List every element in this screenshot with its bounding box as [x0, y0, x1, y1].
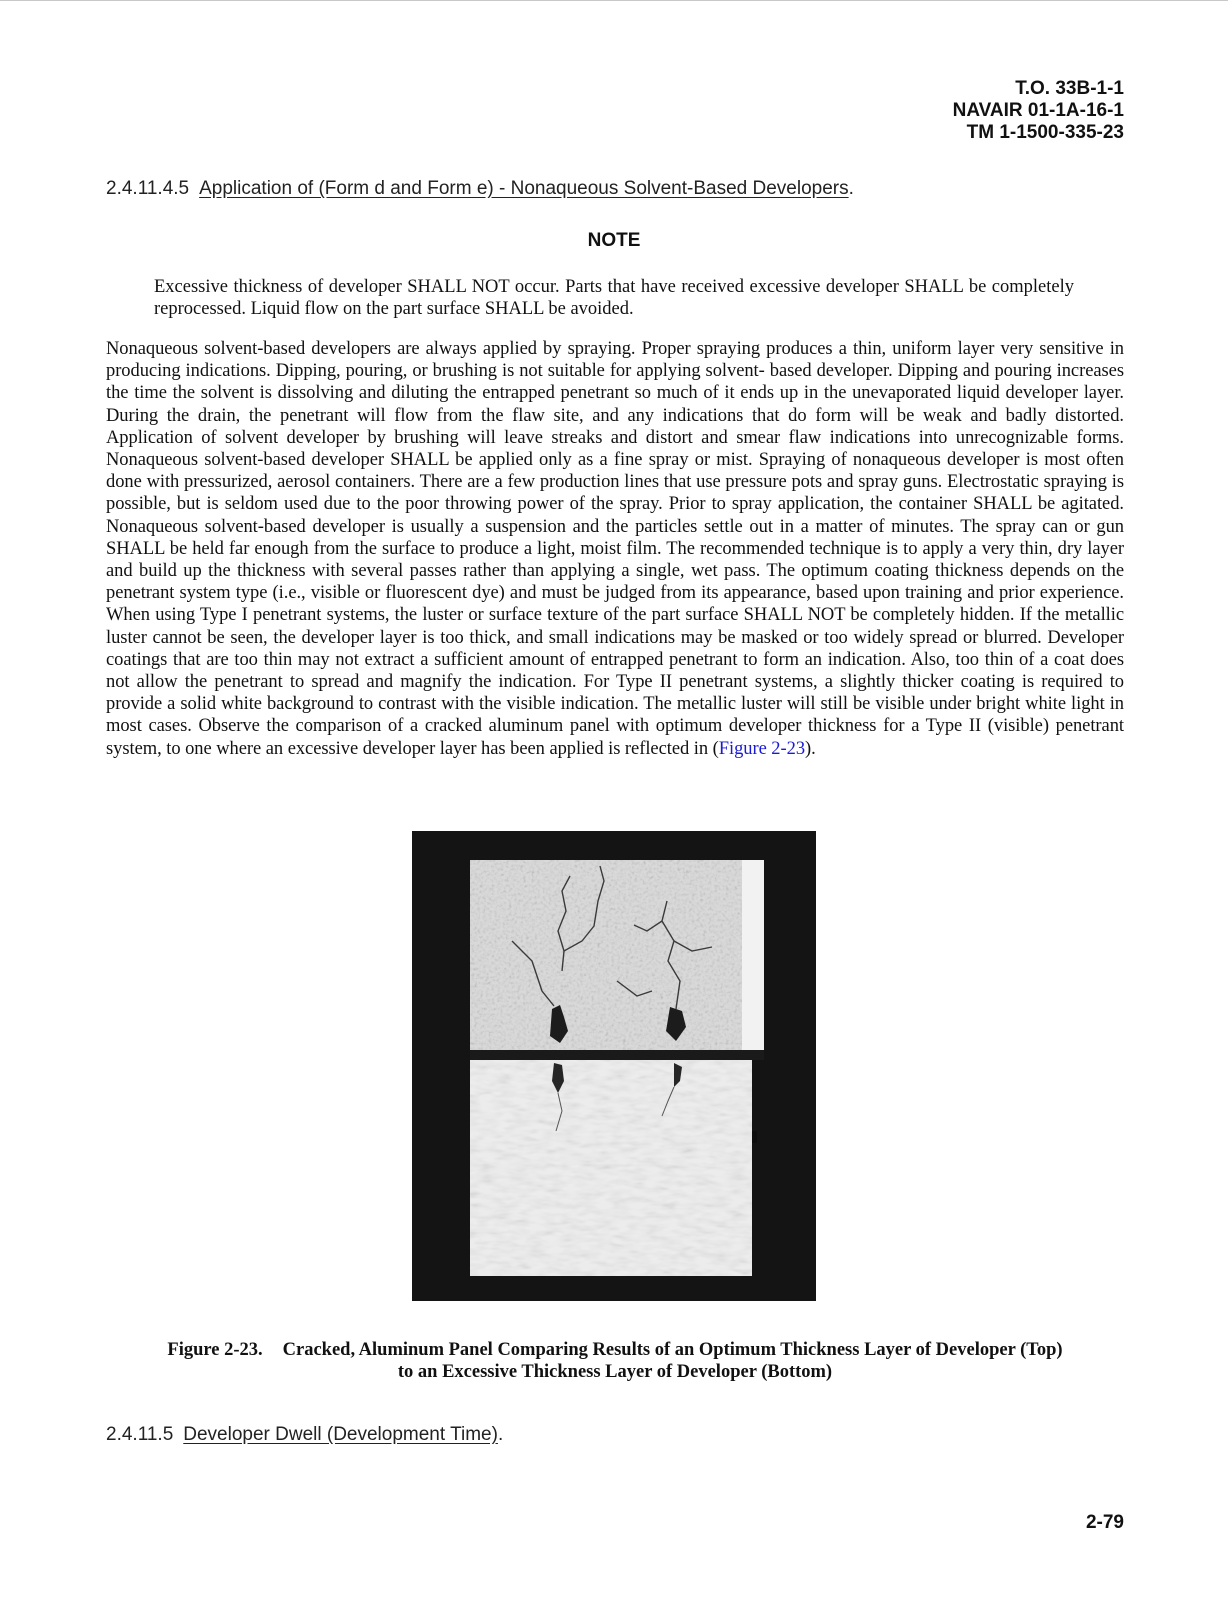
document-header	[953, 78, 1124, 144]
section-title: Application of (Form d and Form e) - Nonaqueous Solvent-Based Developers	[199, 178, 849, 199]
figure-caption	[106, 1339, 1124, 1383]
figure-label: Figure 2-23.	[167, 1340, 263, 1360]
figure-caption-title: Cracked, Aluminum Panel Comparing Results of an Optimum Thickness Layer of Developer (Top)	[282, 1340, 1063, 1360]
section-title: Developer Dwell (Development Time)	[183, 1424, 498, 1445]
header-line-tm: TM 1-1500-335-23	[966, 122, 1124, 143]
section-number: 2.4.11.4.5	[106, 178, 190, 199]
page-top-rule	[0, 0, 1228, 1]
section-title-period: .	[848, 178, 854, 199]
figure-caption-line-2: to an Excessive Thickness Layer of Developer (Bottom)	[397, 1362, 833, 1382]
body-paragraph-end: ).	[805, 738, 816, 759]
note-text: Excessive thickness of developer SHALL NOT occur. Parts that have received excessive developer SHALL be completely reprocessed. Liquid flow on the part surface SHALL be avoided.	[154, 277, 1074, 319]
figure-caption-line-1	[106, 1339, 1124, 1361]
header-line-to: T.O. 33B-1-1	[1015, 78, 1124, 99]
section-heading-2-4-11-5	[106, 1424, 503, 1446]
note-title: NOTE	[587, 230, 641, 251]
body-paragraph	[106, 338, 1124, 760]
body-paragraph-text: Nonaqueous solvent-based developers are always applied by spraying. Proper spraying produces a thin, uniform layer very sensitive in producing indications. Dipping, pouring, or brushing is not suitable for applying solvent- based developer. Dipping and pouring increases the time the solvent is dissolving and diluting the entrapped penetrant so much of it ends up in the unevaporated liquid developer layer. During the drain, the penetrant will flow from the flaw site, and any indications that do form will be weak and badly distorted. Application of solvent developer by brushing will leave streaks and distort and smear flaw indications into unrecognizable forms. Nonaqueous solvent-based developer SHALL be applied only as a fine spray or mist. Spraying of nonaqueous developer is most often done with pressurized, aerosol containers. There are a few production lines that use pressure pots and spray guns. Electrostatic spraying is possible, but is seldom used due to the poor throwing power of the spray. Prior to spray application, the container SHALL be agitated. Nonaqueous solvent-based developer is usually a suspension and the particles settle out in a matter of minutes. The spray can or gun SHALL be held far enough from the surface to produce a light, moist film. The recommended technique is to apply a very thin, dry layer and build up the thickness with several passes rather than applying a single, wet pass. The optimum coating thickness depends on the penetrant system type (i.e., visible or fluorescent dye) and must be judged from its appearance, based upon training and prior experience. When using Type I penetrant systems, the luster or surface texture of the part surface SHALL NOT be completely hidden. If the metallic luster cannot be seen, the developer layer is too thick, and small indications may be masked or too widely spread or blurred. Developer coatings that are too thin may not extract a sufficient amount of entrapped penetrant to form an indication. Also, too thin of a coat does not allow the penetrant to spread and magnify the indication. For Type II penetrant systems, a slightly thicker coating is required to provide a solid white background to contrast with the visible indication. The metallic luster will still be visible under bright white light in most cases. Observe the comparison of a cracked aluminum panel with optimum developer thickness for a Type II (visible) penetrant system, to one where an excessive developer layer has been applied is reflected in (	[106, 339, 1124, 759]
header-line-navair: NAVAIR 01-1A-16-1	[952, 100, 1124, 121]
figure-2-23-link[interactable]: Figure 2-23	[718, 738, 806, 759]
page-number: 2-79	[1085, 1512, 1124, 1533]
section-number: 2.4.11.5	[106, 1424, 174, 1445]
figure-2-23-image	[412, 831, 816, 1301]
cracked-aluminum-panel-photo	[412, 831, 816, 1301]
section-heading-2-4-11-4-5	[106, 178, 854, 200]
section-title-period: .	[497, 1424, 504, 1445]
